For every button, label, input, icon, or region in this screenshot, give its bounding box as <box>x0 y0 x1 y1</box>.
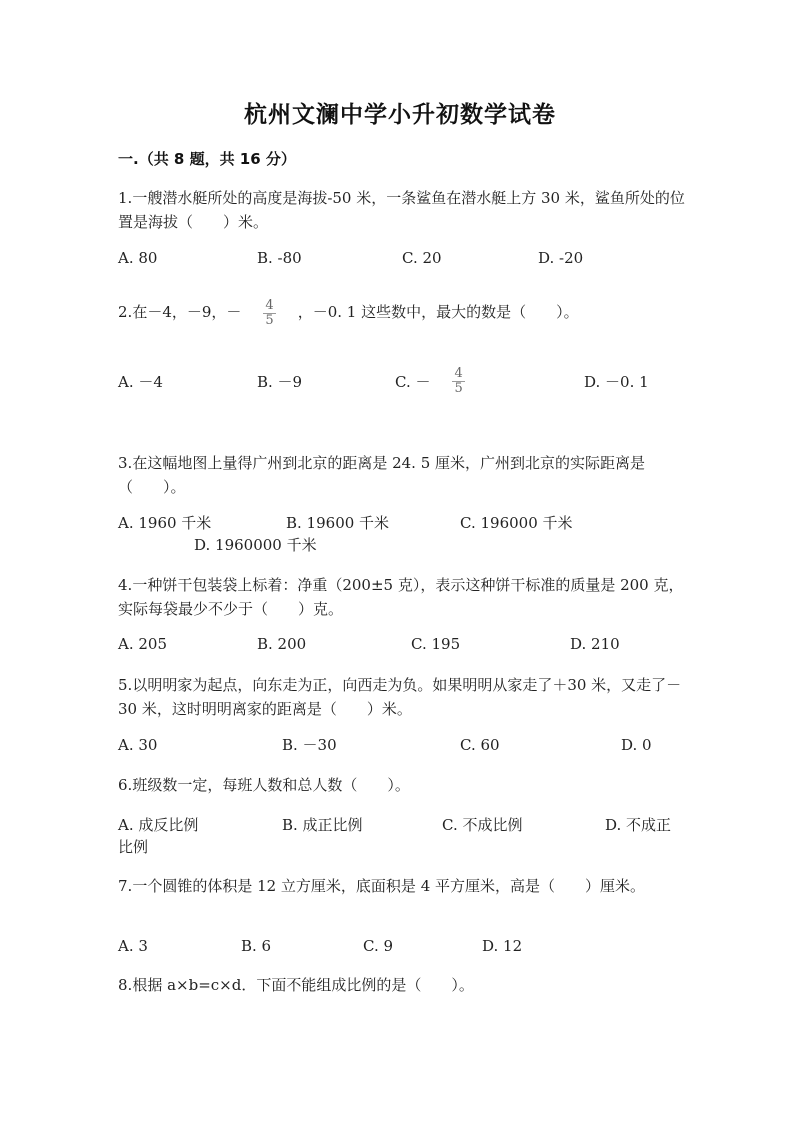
question-1 <box>118 186 688 234</box>
fraction <box>263 299 275 328</box>
fraction-numerator: 4 <box>265 297 274 313</box>
fraction-denominator: 5 <box>454 380 463 396</box>
question-text: 在这幅地图上量得广州到北京的距离是 24. 5 厘米，广州到北京的实际距离是（ ）。 <box>118 454 646 496</box>
option-b[interactable]: B. 19600 千米 <box>286 514 390 532</box>
option-d[interactable]: D. -20 <box>538 249 584 267</box>
option-d[interactable]: D. 不成正 <box>605 816 672 834</box>
option-d[interactable]: D. －0. 1 <box>584 373 649 391</box>
question-text: 一种饼干包装袋上标着：净重（200±5 克），表示这种饼干标准的质量是 200 克，实际每袋最少不少于（ ）克。 <box>118 576 684 618</box>
option-c[interactable]: C. 196000 千米 <box>460 514 573 532</box>
question-number: 5. <box>118 676 133 694</box>
question-number: 8. <box>118 976 133 994</box>
option-a[interactable]: A. 30 <box>118 736 158 754</box>
option-b[interactable]: B. -80 <box>257 249 302 267</box>
question-6 <box>118 773 688 797</box>
option-b[interactable]: B. 200 <box>257 635 307 653</box>
question-text-after: ，－0. 1 这些数中，最大的数是（ ）。 <box>297 303 579 321</box>
option-c[interactable]: C. 20 <box>402 249 442 267</box>
fraction <box>452 367 464 396</box>
option-b[interactable]: B. 6 <box>241 937 272 955</box>
option-b[interactable]: B. －9 <box>257 373 303 391</box>
question-2 <box>118 296 688 328</box>
option-c-label: C. － <box>395 373 431 391</box>
question-4-options <box>118 632 698 656</box>
option-d[interactable]: D. 1960000 千米 <box>194 536 317 554</box>
question-6-options <box>118 813 698 861</box>
question-7 <box>118 874 688 898</box>
question-number: 2. <box>118 303 133 321</box>
section-heading: 一.（共 8 题，共 16 分） <box>118 150 296 168</box>
option-b[interactable]: B. 成正比例 <box>282 816 363 834</box>
question-2-options <box>118 365 698 404</box>
question-3 <box>118 451 688 499</box>
option-a[interactable]: A. －4 <box>118 373 163 391</box>
option-d[interactable]: D. 12 <box>482 937 523 955</box>
fraction-denominator: 5 <box>265 312 274 328</box>
option-d[interactable]: D. 210 <box>570 635 620 653</box>
question-5-options <box>118 733 698 757</box>
question-4 <box>118 573 688 621</box>
option-d-continued: 比例 <box>118 838 149 856</box>
question-number: 4. <box>118 576 133 594</box>
question-1-options <box>118 246 698 270</box>
option-a[interactable]: A. 205 <box>118 635 167 653</box>
option-c[interactable] <box>395 365 469 396</box>
option-a[interactable]: A. 3 <box>118 937 148 955</box>
question-text: 一艘潜水艇所处的高度是海拔-50 米，一条鲨鱼在潜水艇上方 30 米，鲨鱼所处的位置是海拔（ ）米。 <box>118 189 685 231</box>
option-a[interactable]: A. 成反比例 <box>118 816 199 834</box>
question-text: 以明明家为起点，向东走为正，向西走为负。如果明明从家走了＋30 米，又走了－30 米，这时明明离家的距离是（ ）米。 <box>118 676 682 718</box>
question-number: 3. <box>118 454 133 472</box>
option-d[interactable]: D. 0 <box>621 736 652 754</box>
question-text-before: 在－4，－9，－ <box>132 303 242 321</box>
question-number: 6. <box>118 776 133 794</box>
question-text: 根据 a×b=c×d．下面不能组成比例的是（ ）。 <box>132 976 474 994</box>
exam-title: 杭州文澜中学小升初数学试卷 <box>244 102 556 128</box>
question-text: 一个圆锥的体积是 12 立方厘米，底面积是 4 平方厘米，高是（ ）厘米。 <box>132 877 646 895</box>
option-c[interactable]: C. 195 <box>411 635 461 653</box>
question-3-options <box>118 511 698 559</box>
question-number: 7. <box>118 877 133 895</box>
question-number: 1. <box>118 189 133 207</box>
question-text: 班级数一定，每班人数和总人数（ ）。 <box>132 776 410 794</box>
option-c[interactable]: C. 不成比例 <box>442 816 523 834</box>
fraction-numerator: 4 <box>454 365 463 381</box>
option-b[interactable]: B. －30 <box>282 736 337 754</box>
question-7-options <box>118 934 698 958</box>
question-5 <box>118 673 688 721</box>
question-8 <box>118 973 688 997</box>
option-c[interactable]: C. 9 <box>363 937 394 955</box>
option-a[interactable]: A. 80 <box>118 249 158 267</box>
option-c[interactable]: C. 60 <box>460 736 500 754</box>
option-a[interactable]: A. 1960 千米 <box>118 514 212 532</box>
